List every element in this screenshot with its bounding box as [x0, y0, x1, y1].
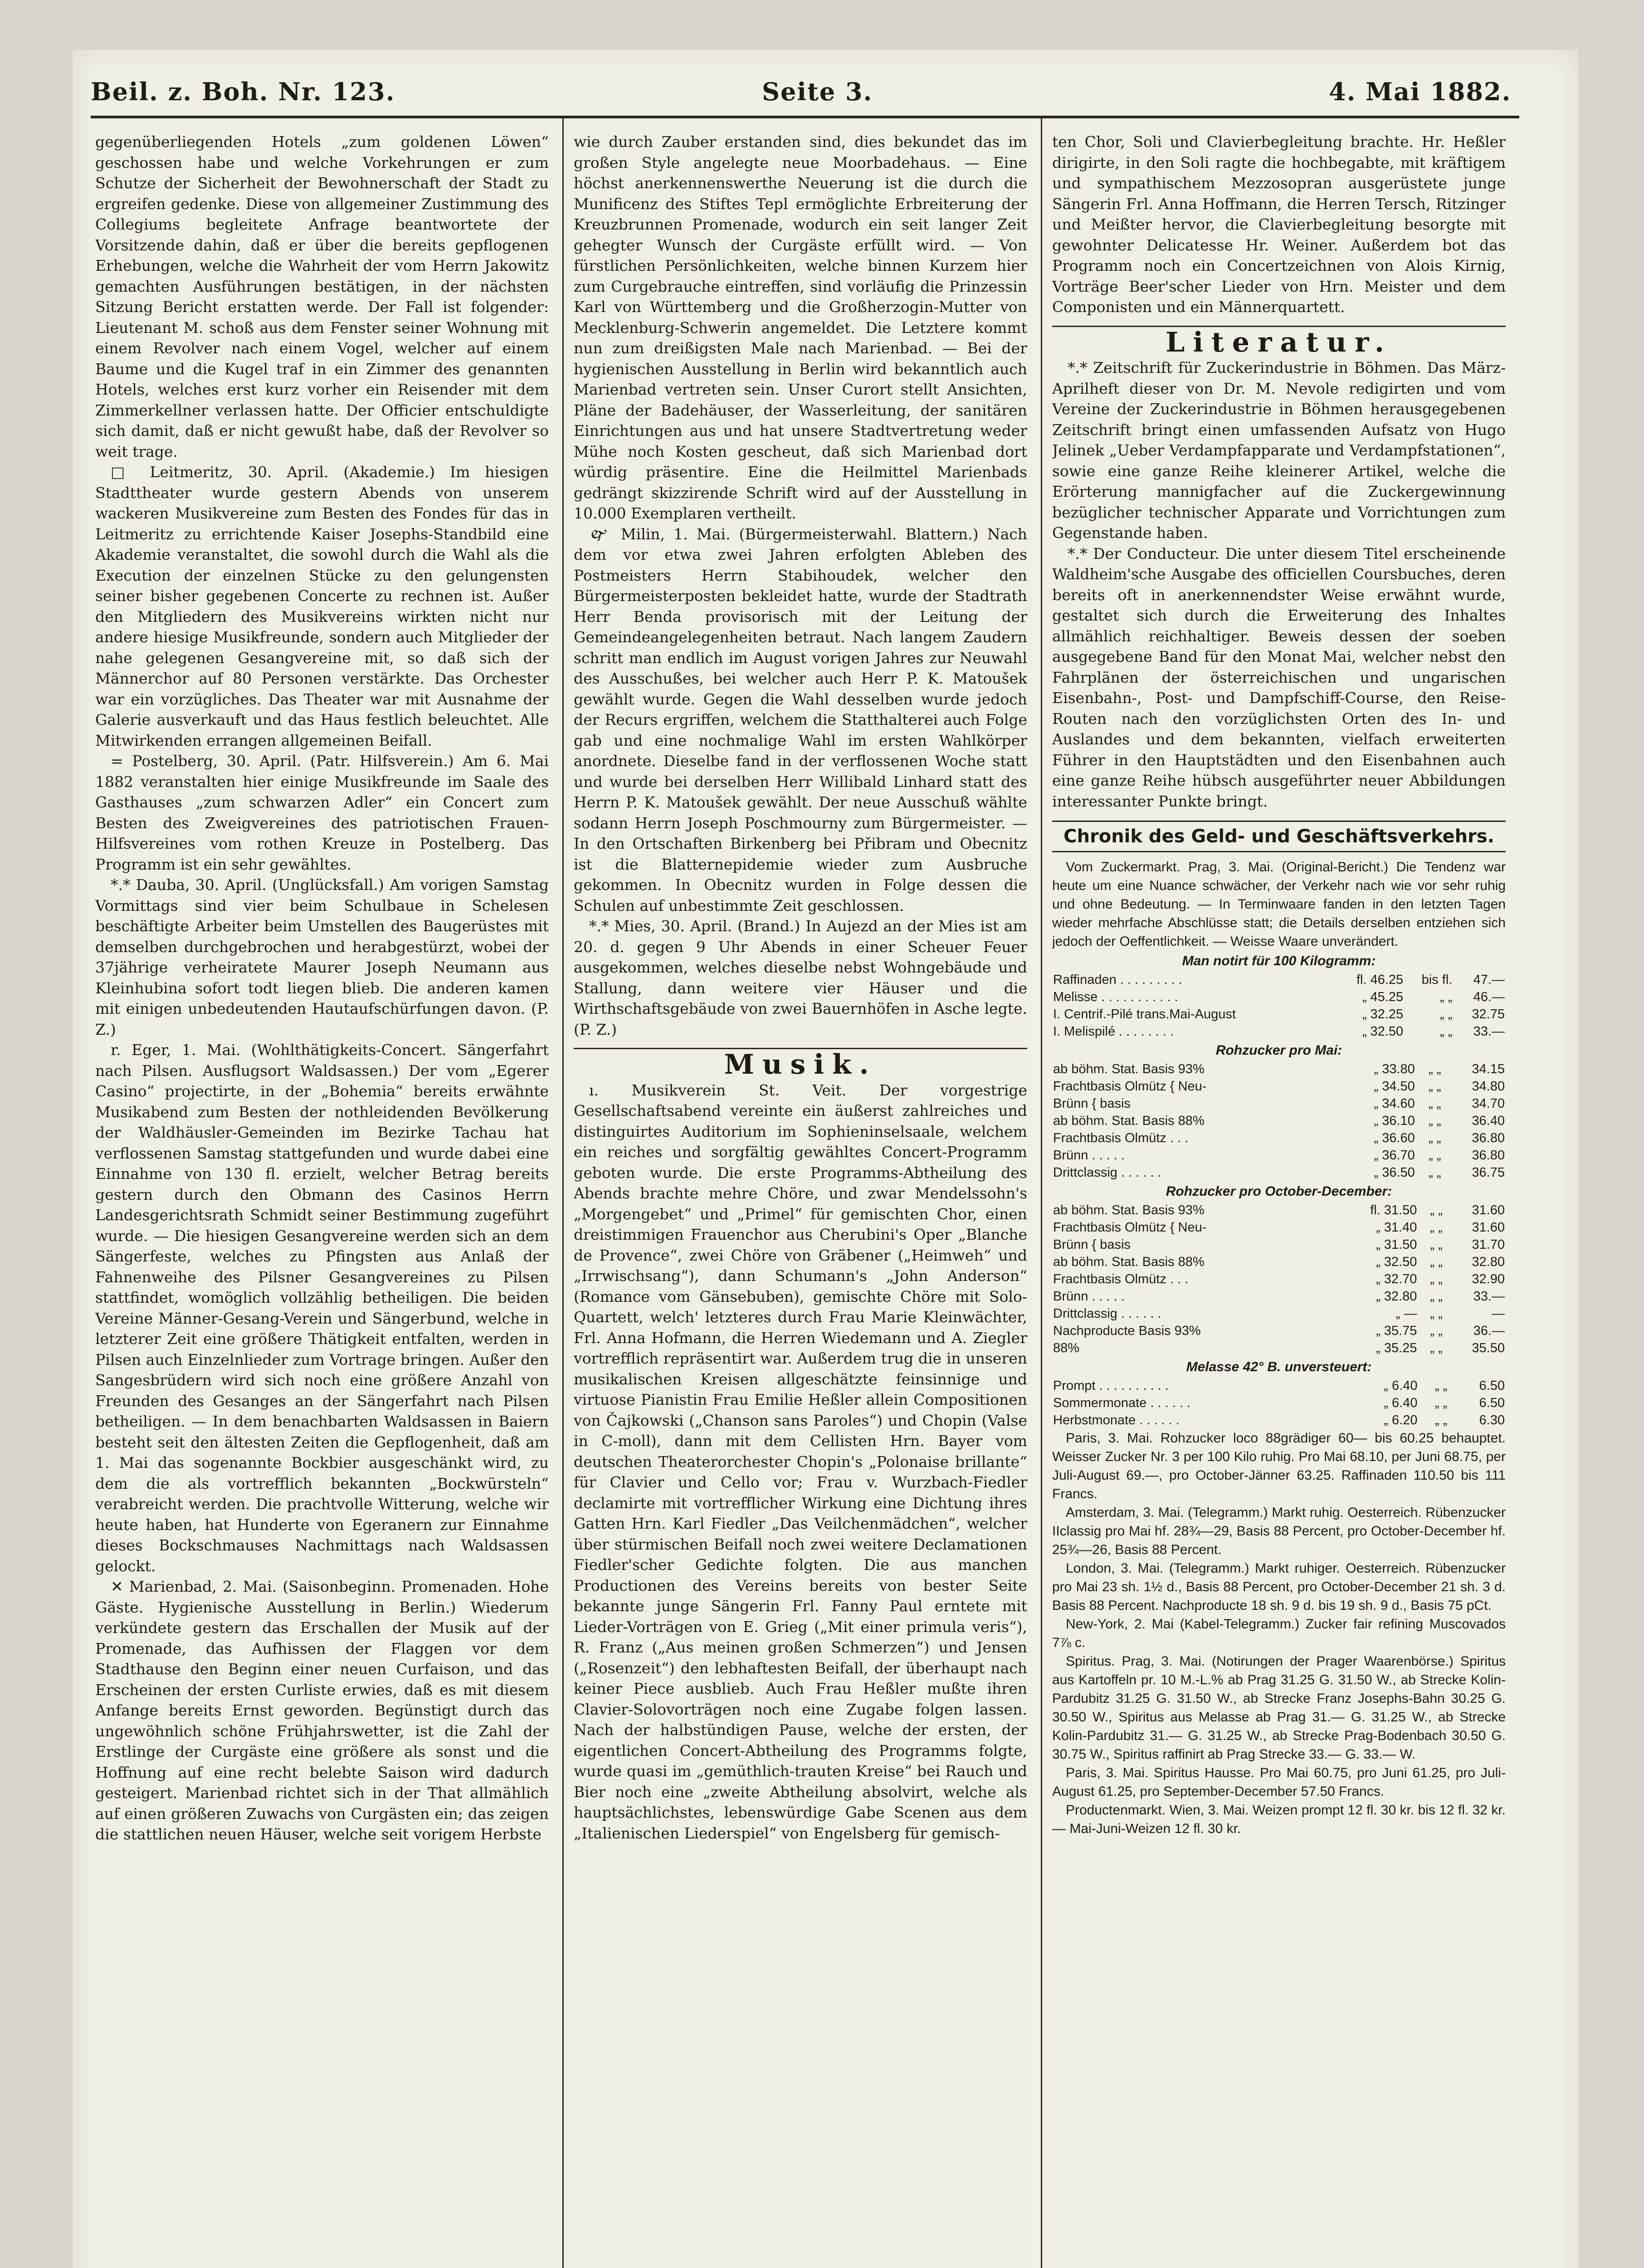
price-value-low: „ — [1395, 1306, 1417, 1321]
article-paragraph: *.* Dauba, 30. April. (Unglücksfall.) Am vorigen Samstag Vormittags sind vier beim Schulbaue in Schelesen beschäftigte Arbeiter beim Umstellen des Baugerüstes mit demselben durchgebrochen und herabgestürzt, wobei der 37jährige verheiratete Maurer Joseph Neumann aus Kleinhubina sofort todt liegen blieb. Die anderen kamen mit einigen unbedeutenden Hautaufschürfungen davon. (P. Z.) [95, 876, 549, 1038]
section-heading-musik: Musik. [574, 1048, 1027, 1075]
price-separator: „ „ [1429, 1113, 1441, 1128]
price-label: Frachtbasis Olmütz . . . [1053, 1271, 1189, 1286]
price-row [1052, 1147, 1506, 1164]
price-value-low: „ 36.10 [1374, 1113, 1415, 1128]
price-value-low: „ 34.50 [1374, 1079, 1415, 1094]
price-value-low: fl. 31.50 [1370, 1202, 1417, 1217]
section-heading-chronik: Chronik des Geld- und Geschäftsverkehrs. [1052, 821, 1506, 852]
price-value-low: „ 32.80 [1376, 1289, 1417, 1304]
market-paragraph: London, 3. Mai. (Telegramm.) Markt ruhiger. Oesterreich. Rübenzucker pro Mai 23 sh. 1½ d., Basis 88 Percent, pro October-December 21 sh. 3 d. Basis 88 Percent. Nachproducte 18 sh. 9 d. bis 19 sh. 9 d., Basis 75 pCt. [1052, 1560, 1506, 1613]
page-header-center: Seite 3. [762, 77, 873, 106]
price-value-high: 36.80 [1472, 1130, 1505, 1145]
page-header-right: 4. Mai 1882. [1329, 77, 1512, 106]
market-intro: Vom Zuckermarkt. Prag, 3. Mai. (Original-Bericht.) Die Tendenz war heute um eine Nuance schwächer, der Verkehr nach wie vor sehr ruhig und ohne Bedeutung. — In Terminwaare fanden in den letzten Tagen wieder mehrfache Abschlüsse statt; die Details derselben entziehen sich jedoch der Oeffentlichkeit. — Weisse Waare unverändert. [1052, 859, 1506, 949]
price-value-high: 36.75 [1472, 1165, 1505, 1180]
price-separator: bis fl. [1421, 972, 1453, 987]
article-paragraph: 🙰 Milin, 1. Mai. (Bürgermeisterwahl. Blattern.) Nach dem vor etwa zwei Jahren erfolgten Ableben des Postmeisters Herrn Stabihoudek, welcher den Bürgermeisterposten bekleidet hatte, wurde der Stadtrath Herr Benda provisorisch mit der Leitung der Gemeindeangelegenheiten betraut. Nach langem Zaudern schritt man endlich im August vorigen Jahres zur Neuwahl des Ausschußes, bei welcher auch Herr P. K. Matoušek gewählt wurde. Gegen die Wahl desselben wurde jedoch der Recurs ergriffen, welchem die Statthalterei auch Folge gab und eine nochmalige Wahl im ersten Wahlkörper anordnete. Dieselbe fand in der verflossenen Woche statt und wurde bei derselben Herr Willibald Linhard statt des Herrn P. K. Matoušek gewählt. Der neue Ausschuß wählte sodann Herrn Joseph Poschmourny zum Bürgermeister. — In den Ortschaften Birkenberg bei Přibram und Obecnitz ist die Blatternepidemie wieder zum Ausbruche gekommen. In Obecnitz wurden in Folge dessen die Schulen auf unbestimmte Zeit geschlossen. [574, 525, 1027, 914]
price-separator: „ „ [1439, 1024, 1453, 1039]
price-table-body [1052, 1377, 1506, 1429]
section-heading-literatur: Literatur. [1052, 326, 1506, 353]
market-paragraph: Paris, 3. Mai. Rohzucker loco 88grädiger 60— bis 60.25 behauptet. Weisser Zucker Nr. 3 per 100 Kilo ruhig. Pro Mai 68.10, per Juni 68.75, per Juli-August 69.—, pro October-Jänner 63.25. Raffinaden 110.50 bis 111 Francs. [1052, 1430, 1506, 1501]
price-value-high: 33.— [1473, 1024, 1505, 1039]
price-separator: „ „ [1429, 1130, 1441, 1145]
price-row [1052, 1339, 1506, 1357]
article-paragraph: = Postelberg, 30. April. (Patr. Hilfsverein.) Am 6. Mai 1882 veranstalten hier einige Musikfreunde im Saale des Gasthauses „zum schwarzen Adler“ ein Concert zum Besten des Zweigvereines des patriotischen Frauen-Hilfsvereines vom rothen Kreuze in Postelberg. Das Programm ist ein sehr gewähltes. [95, 752, 549, 873]
price-value-low: „ 6.40 [1384, 1395, 1418, 1410]
column-1 [95, 132, 549, 2268]
price-label: Raffinaden . . . . . . . . . [1053, 972, 1182, 987]
price-subheading: Rohzucker pro October-December: [1166, 1183, 1392, 1199]
price-value-high: 34.15 [1472, 1061, 1505, 1076]
price-value-low: „ 35.25 [1376, 1340, 1417, 1355]
price-table [1052, 1377, 1506, 1429]
price-separator: „ „ [1430, 1220, 1443, 1235]
price-row [1052, 1095, 1506, 1112]
price-separator: „ „ [1430, 1202, 1443, 1217]
price-value-low: „ 33.80 [1374, 1061, 1415, 1076]
article-paragraph: gegenüberliegenden Hotels „zum goldenen Löwen“ geschossen habe und welche Vorkehrungen er zum Schutze der Sicherheit der Bewohnerschaft der Stadt zu ergreifen gedenke. Diese von allgemeiner Zustimmung des Collegiums begleitete Anfrage beantwortete der Vorsitzende dahin, daß er über die bereits gepflogenen Erhebungen, welche die Wahrheit der vom Herrn Jakowitz gemachten Ausführungen bestätigen, in der nächsten Sitzung Bericht erstatten werde. Der Fall ist folgender: Lieutenant M. schoß aus dem Fenster seiner Wohnung mit einem Revolver nach einem Vogel, welcher auf einem Baume und die Kugel traf in ein Zimmer des genannten Hotels, welches erst kurz vorher ein Reisender mit dem Zimmerkellner verlassen hatte. Der Officier entschuldigte sich damit, daß er nicht gewußt habe, daß der Revolver so weit trage. [95, 133, 549, 460]
price-value-high: 6.50 [1479, 1395, 1505, 1410]
price-separator: „ „ [1429, 1061, 1441, 1076]
price-value-low: „ 32.50 [1362, 1024, 1404, 1039]
price-value-low: fl. 46.25 [1356, 972, 1404, 987]
column-2 [574, 132, 1027, 2268]
price-label: ab böhm. Stat. Basis 93% [1053, 1061, 1205, 1076]
price-row [1052, 1394, 1506, 1412]
price-row [1052, 1271, 1506, 1288]
column-divider [1041, 118, 1042, 2268]
price-row [1052, 971, 1506, 988]
price-table [1052, 1061, 1506, 1181]
article-paragraph: ı. Musikverein St. Veit. Der vorgestrige Gesellschaftsabend vereinte ein äußerst zahlreiches und distinguirtes Auditorium im Sophieninselsaale, welchem ein reiches und sorgfältig gewähltes Concert-Programm geboten wurde. Die erste Programms-Abtheilung des Abends brachte mehre Chöre, und zwar Mendelssohn's „Morgengebet“ und „Primel“ für gemischten Chor, einen dreistimmigen Frauenchor aus Cherubini's Oper „Blanche de Provence“, zwei Chöre von Gräbener („Heimweh“ und „Irrwischsang“), dann Schumann's „John Anderson“ (Romance vom Gänsebuben), gemischte Chöre mit Solo-Quartett, welch' letzteres durch Frau Marie Kleinwächter, Frl. Anna Hofmann, die Herren Wiedemann und A. Ziegler vortrefflich repräsentirt war. Außerdem trug die in unseren musikalischen Kreisen allgeschätzte feinsinnige und virtuose Pianistin Frau Emilie Heßler allein Compositionen von Čajkowski („Chanson sans Paroles“) und Chopin (Valse in C-moll), dann mit dem Cellisten Hrn. Bayer vom deutschen Theaterorchester Chopin's „Polonaise brillante“ für Clavier und Cello vor; Frau v. Wurzbach-Fiedler declamirte mit vortrefflicher Wirkung eine Dichtung ihres Gatten Hrn. Karl Fiedler „Das Veilchenmädchen“, welcher über stürmischen Beifall noch zwei weitere Declamationen Fiedler'scher Gedichte folgten. Die aus manchen Productionen des Vereins bereits von bester Seite bekannte junge Sängerin Frl. Fanny Paul erntete mit Lieder-Vorträgen von E. Grieg („Mit einer primula veris“), R. Franz („Aus meinen großen Schmerzen“) und Jensen („Rosenzeit“) den lebhaftesten Beifall, der überhaupt nach keiner Piece ausblieb. Auch Frau Heßler mußte ihren Clavier-Solovorträgen noch eine Zugabe folgen lassen. Nach der halbstündigen Pause, welche der ersten, der eigentlichen Concert-Abtheilung des Programms folgte, wurde quasi im „gemüthlich-trauten Kreise“ bei Rauch und Bier noch eine „zweite Abtheilung absolvirt, welche als hauptsächlichstes, lebenswürdige Gabe Scenen aus dem „Italienischen Liederspiel“ von Engelsberg für gemisch- [574, 1081, 1027, 1842]
price-value-low: „ 36.50 [1374, 1165, 1415, 1180]
price-separator: „ „ [1430, 1289, 1443, 1304]
market-paragraph: Spiritus. Prag, 3. Mai. (Notirungen der Prager Waarenbörse.) Spiritus aus Kartoffeln pr. 10 M.-L.% ab Prag 31.25 G. 31.50 W., ab Strecke Kolin-Pardubitz 31.25 G. 31.50 W., ab Strecke Franz Josephs-Bahn 30.25 G. 30.50 W., Spiritus aus Melasse ab Prag 31.— G. 31.25 W., ab Strecke Kolin-Pardubitz 31.— G. 31.25 W., ab Strecke Prag-Bodenbach 30.50 G. 30.75 W., Spiritus raffinirt ab Prag Strecke 33.— G. 33.— W. [1052, 1653, 1506, 1762]
price-row [1052, 1377, 1506, 1394]
price-value-low: „ 32.25 [1362, 1007, 1404, 1022]
price-value-high: 46.— [1473, 989, 1505, 1004]
market-paragraph: Productenmarkt. Wien, 3. Mai. Weizen prompt 12 fl. 30 kr. bis 12 fl. 32 kr. — Mai-Juni-Weizen 12 fl. 30 kr. [1052, 1802, 1506, 1836]
market-paragraph: Amsterdam, 3. Mai. (Telegramm.) Markt ruhig. Oesterreich. Rübenzucker IIclassig pro Mai hf. 28¾—29, Basis 88 Percent, pro October-December hf. 25¾—26, Basis 88 Percent. [1052, 1505, 1506, 1557]
price-value-high: — [1492, 1306, 1505, 1321]
price-label: Nachproducte Basis 93% [1053, 1323, 1201, 1338]
article-paragraph: ten Chor, Soli und Clavierbegleitung brachte. Hr. Heßler dirigirte, in den Soli ragte die hochbegabte, mit kräftigem und sympathischem Mezzosopran ausgerüstete junge Sängerin Frl. Anna Hoffmann, die Herren Tersch, Ritzinger und Meißter hervor, die Clavierbegleitung besorgte mit gewohnter Delicatesse Hr. Weiner. Außerdem bot das Programm noch ein Concertzeichnen von Alois Kirnig, Vorträge Beer'scher Lieder von Hrn. Meister und dem Componisten und ein Männerquartett. [1052, 133, 1506, 316]
price-label: I. Melispilé . . . . . . . . [1053, 1024, 1174, 1039]
price-row [1052, 1288, 1506, 1305]
price-label: Prompt . . . . . . . . . . [1053, 1378, 1169, 1393]
article-paragraph: r. Eger, 1. Mai. (Wohlthätigkeits-Concert. Sängerfahrt nach Pilsen. Ausflugsort Waldsassen.) Der vom „Egerer Casino“ projectirte, in der „Bohemia“ bereits erwähnte Musikabend zum Besten der nothleidenden Bevölkerung der Waldhäusler-Gemeinden im Bezirke Tachau hat verflossenen Samstag stattgefunden und wurde dabei eine Einnahme von 130 fl. erzielt, welcher Betrag bereits gestern durch den Obmann des Casinos Herrn Landesgerichtsrath Schmidt seiner Bestimmung zugeführt wurde. — Die hiesigen Gesangvereine werden sich an dem Sängerfeste, welches zu Pfingsten aus Anlaß der Fahnenweihe des Pilsner Gesangvereines zu Pilsen stattfindet, womöglich vollzählig betheiligen. Die beiden Vereine Männer-Gesang-Verein und Sängerbund, welche in letzterer Zeit eine größere Thätigkeit entfalten, werden in Pilsen auch Einzelnlieder zum Vortrage bringen. Außer den Sangesbrüdern wird sich noch eine größere Anzahl von Freunden des Gesanges an der Sängerfahrt nach Pilsen betheiligen. — In dem benachbarten Waldsassen in Baiern besteht seit den ältesten Zeiten die Gepflogenheit, daß am 1. Mai das sogenannte Bockbier ausgeschänkt wird, zu dem die als vortrefflich bekannten „Bockwürsteln“ verabreicht werden. Die prachtvolle Witterung, welche wir heute haben, hat Hunderte von Egeranern zur Einnahme dieses Bockschmauses Nachmittags nach Waldsassen gelockt. [95, 1041, 549, 1575]
price-label: I. Centrif.-Pilé trans.Mai-August [1053, 1007, 1236, 1022]
price-value-low: „ 32.70 [1376, 1271, 1417, 1286]
price-row [1052, 988, 1506, 1006]
price-row [1052, 1412, 1506, 1429]
price-label: Melisse . . . . . . . . . . . [1053, 989, 1178, 1004]
article-paragraph: *.* Zeitschrift für Zuckerindustrie in Böhmen. Das März-Aprilheft dieser von Dr. M. Nevole redigirten und vom Vereine der Zuckerindustrie in Böhmen herausgegebenen Zeitschrift bringt einen umfassenden Aufsatz von Hugo Jelinek „Ueber Verdampfapparate und Verdampfstationen“, sowie eine ganze Reihe kleinerer Artikel, welche die Erörterung mannigfacher auf die Zuckergewinnung bezüglicher technischer Apparate und Vorrichtungen zum Gegenstande haben. [1052, 359, 1506, 542]
price-separator: „ „ [1439, 1007, 1453, 1022]
price-row [1052, 1305, 1506, 1322]
market-paragraph: New-York, 2. Mai (Kabel-Telegramm.) Zucker fair refining Muscovados 7⅞ c. [1052, 1616, 1506, 1650]
price-separator: „ „ [1430, 1306, 1443, 1321]
price-subheading: Man notirt für 100 Kilogramm: [1182, 953, 1376, 968]
price-separator: „ „ [1430, 1237, 1443, 1252]
price-value-high: 32.80 [1472, 1254, 1505, 1269]
price-row [1052, 1236, 1506, 1253]
price-value-high: 31.70 [1472, 1237, 1505, 1252]
price-label: Frachtbasis Olmütz . . . [1053, 1130, 1189, 1145]
price-value-high: 47.— [1473, 972, 1505, 987]
price-label: ab böhm. Stat. Basis 93% [1053, 1202, 1205, 1217]
price-separator: „ „ [1430, 1323, 1443, 1338]
price-label: Brünn . . . . . [1053, 1289, 1125, 1304]
price-value-high: 36.— [1473, 1323, 1505, 1338]
price-value-high: 32.90 [1472, 1271, 1505, 1286]
price-row [1052, 1219, 1506, 1236]
price-table-body [1052, 1061, 1506, 1181]
header-rule [91, 116, 1519, 118]
price-subheading: Melasse 42° B. unversteuert: [1186, 1359, 1372, 1374]
price-separator: „ „ [1434, 1378, 1448, 1393]
price-label: Drittclassig . . . . . . [1053, 1165, 1161, 1180]
price-label: 88% [1053, 1340, 1080, 1355]
price-row [1052, 1112, 1506, 1129]
price-label: Frachtbasis Olmütz { Neu- [1053, 1079, 1207, 1094]
price-value-low: „ 34.60 [1374, 1096, 1415, 1111]
price-label: Sommermonate . . . . . . [1053, 1395, 1190, 1410]
price-label: Brünn . . . . . [1053, 1148, 1125, 1163]
market-paragraph: Paris, 3. Mai. Spiritus Hausse. Pro Mai 60.75, pro Juni 61.25, pro Juli-August 61.25, pro September-December 57.50 Francs. [1052, 1765, 1506, 1799]
price-label: ab böhm. Stat. Basis 88% [1053, 1254, 1205, 1269]
price-value-low: „ 36.60 [1374, 1130, 1415, 1145]
article-paragraph: wie durch Zauber erstanden sind, dies bekundet das im großen Style angelegte neue Moorbadehaus. — Eine höchst anerkennenswerthe Neuerung ist die durch die Munificenz des Stiftes Tepl ermöglichte Erbreiterung der Kreuzbrunnen Promenade, wodurch ein seit langer Zeit gehegter Wunsch der Curgäste erfüllt wird. — Von fürstlichen Persönlichkeiten, welche binnen Kurzem hier zum Curgebrauche eintreffen, sind vorläufig die Prinzessin Karl von Württemberg und die Großherzogin-Mutter von Mecklenburg-Schwerin angemeldet. Die Letztere kommt nun zum dreißigsten Male nach Marienbad. — Bei der hygienischen Ausstellung in Berlin wird bekanntlich auch Marienbad vertreten sein. Unser Curort stellt Ansichten, Pläne der Badehäuser, der Wasserleitung, der sanitären Einrichtungen aus und hat unsere Stadtvertretung weder Mühe noch Kosten gescheut, daß sich Marienbad dort würdig präsentire. Eine die Heilmittel Marienbads gedrängt skizzirende Schrift wird auf der Ausstellung in 10.000 Exemplaren vertheilt. [574, 133, 1027, 522]
price-value-high: 35.50 [1472, 1340, 1505, 1355]
article-paragraph: *.* Der Conducteur. Die unter diesem Titel erscheinende Waldheim'sche Ausgabe des officiellen Coursbuches, deren bereits oft in anerkennendster Weise erwähnt wurde, gestaltet sich durch die Erweiterung des Inhaltes allmählich reichhaltiger. Beweis dessen der soeben ausgegebene Band für den Monat Mai, welcher nebst den Fahrplänen der österreichischen und ungarischen Eisenbahn-, Post- und Dampfschiff-Course, den Reise-Routen nach den vorzüglichsten Orten des In- und Auslandes und dem bekannten, vielfach erweiterten Führer in den Hauptstädten und den Eisenbahnen auch eine ganze Reihe hübsch ausgeführter neuer Abbildungen interessanter Punkte bringt. [1052, 544, 1506, 810]
article-paragraph: *.* Mies, 30. April. (Brand.) In Aujezd an der Mies ist am 20. d. gegen 9 Uhr Abends in einer Scheuer Feuer ausgekommen, welches dieselbe nebst Wohngebäude und Stallung, dann weitere vier Häuser und die Wirthschaftsgebäude von zwei Bauernhöfen in Asche legte. (P. Z.) [574, 917, 1027, 1038]
article-paragraph: □ Leitmeritz, 30. April. (Akademie.) Im hiesigen Stadttheater wurde gestern Abends von unserem wackeren Musikvereine zum Besten des Fondes für das in Leitmeritz zu errichtende Kaiser Josephs-Standbild eine Akademie veranstaltet, die sowohl durch die Wahl als die Execution der einzelnen Stücke zu den gelungensten seiner bisher gegebenen Concerte zu rechnen ist. Außer den Mitgliedern des Musikvereins wirkten nicht nur andere hiesige Musikfreunde, sondern auch Mitglieder der nahe gelegenen Gesangvereine mit, so daß sich der Männerchor auf 80 Personen verstärkte. Das Orchester war ein vorzügliches. Das Theater war mit Ausnahme der Galerie ausverkauft und das Haus festlich beleuchtet. Alle Mitwirkenden errangen allgemeinen Beifall. [95, 463, 549, 749]
price-separator: „ „ [1430, 1340, 1443, 1355]
price-label: Brünn { basis [1053, 1096, 1131, 1111]
price-value-high: 33.— [1473, 1289, 1505, 1304]
price-separator: „ „ [1430, 1271, 1443, 1286]
article-paragraph: ✕ Marienbad, 2. Mai. (Saisonbeginn. Promenaden. Hohe Gäste. Hygienische Ausstellung in Berlin.) Wiederum verkündete gestern das Erschallen der Musik auf der Promenade, das Aufhissen der Flaggen vor dem Stadthause den Beginn einer neuen Curfaison, und das Erscheinen der ersten Curliste erwies, daß es mit diesem Anfange bereits Ernst geworden. Begünstigt durch das ungewöhnlich schöne Frühjahrswetter, ist die Zahl der Erstlinge der Curgäste eine größere als sonst und die Hoffnung auf eine recht belebte Saison wird dadurch gesteigert. Marienbad richtet sich in der That allmählich auf einen größeren Zuwachs von Curgästen ein; das zeigen die stattlichen neuen Häuser, welche seit vorigem Herbste [95, 1578, 549, 1843]
price-value-low: „ 6.20 [1384, 1413, 1418, 1427]
price-row [1052, 1129, 1506, 1147]
price-label: Frachtbasis Olmütz { Neu- [1053, 1220, 1207, 1235]
price-table [1052, 971, 1506, 1040]
price-separator: „ „ [1429, 1079, 1441, 1094]
price-row [1052, 1202, 1506, 1219]
price-value-high: 36.80 [1472, 1148, 1505, 1163]
price-value-low: „ 6.40 [1384, 1378, 1418, 1393]
price-label: ab böhm. Stat. Basis 88% [1053, 1113, 1205, 1128]
price-value-high: 34.70 [1472, 1096, 1505, 1111]
price-value-low: „ 32.50 [1376, 1254, 1417, 1269]
price-value-low: „ 35.75 [1376, 1323, 1417, 1338]
market-report [1052, 858, 1506, 1838]
price-row [1052, 1322, 1506, 1339]
page-header-left: Beil. z. Boh. Nr. 123. [91, 77, 395, 106]
price-label: Drittclassig . . . . . . [1053, 1306, 1161, 1321]
price-value-low: „ 45.25 [1362, 989, 1404, 1004]
price-value-high: 31.60 [1472, 1202, 1505, 1217]
price-label: Herbstmonate . . . . . . [1053, 1413, 1180, 1427]
price-table-body [1052, 971, 1506, 1040]
price-value-high: 32.75 [1472, 1007, 1505, 1022]
price-row [1052, 1164, 1506, 1181]
price-value-low: „ 31.40 [1376, 1220, 1417, 1235]
price-separator: „ „ [1429, 1096, 1441, 1111]
price-table-body [1052, 1202, 1506, 1357]
price-value-low: „ 31.50 [1376, 1237, 1417, 1252]
price-separator: „ „ [1430, 1254, 1443, 1269]
price-value-low: „ 36.70 [1374, 1148, 1415, 1163]
price-value-high: 36.40 [1472, 1113, 1505, 1128]
price-separator: „ „ [1429, 1165, 1441, 1180]
price-label: Brünn { basis [1053, 1237, 1131, 1252]
column-divider [562, 118, 564, 2268]
price-row [1052, 1253, 1506, 1271]
price-row [1052, 1078, 1506, 1095]
price-separator: „ „ [1434, 1413, 1448, 1427]
price-value-high: 34.80 [1472, 1079, 1505, 1094]
price-row [1052, 1023, 1506, 1040]
price-value-high: 6.50 [1479, 1378, 1505, 1393]
price-separator: „ „ [1434, 1395, 1448, 1410]
price-separator: „ „ [1439, 989, 1453, 1004]
price-value-high: 31.60 [1472, 1220, 1505, 1235]
price-separator: „ „ [1429, 1148, 1441, 1163]
price-table [1052, 1202, 1506, 1357]
price-row [1052, 1061, 1506, 1078]
price-row [1052, 1006, 1506, 1023]
price-subheading: Rohzucker pro Mai: [1215, 1042, 1342, 1058]
column-3 [1052, 132, 1506, 2268]
price-value-high: 6.30 [1479, 1413, 1505, 1427]
